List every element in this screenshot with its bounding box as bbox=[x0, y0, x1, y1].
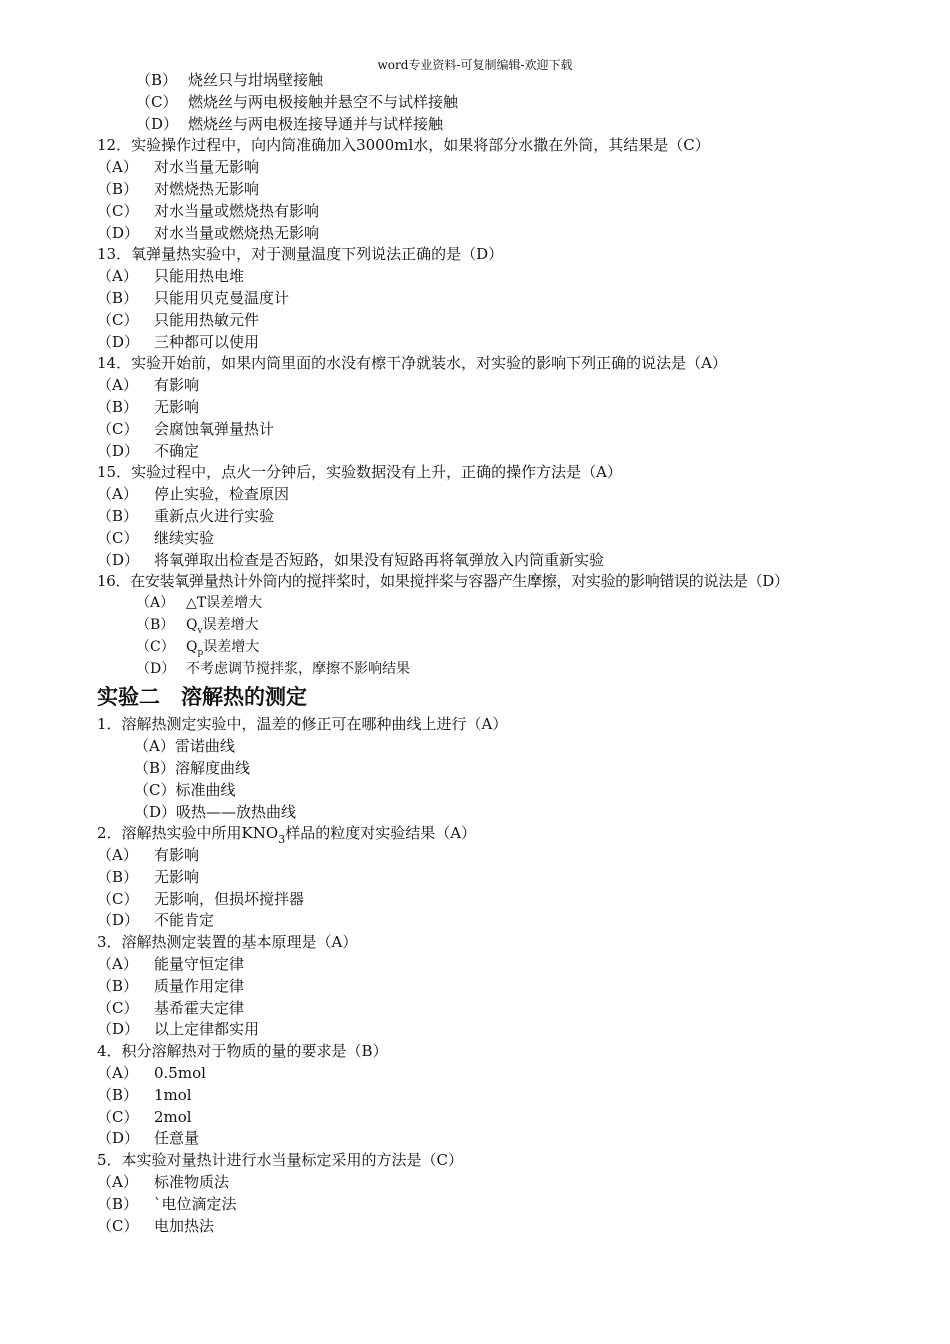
option-line: （A） 0.5mol bbox=[97, 1064, 206, 1083]
option-line: （D） 以上定律都实用 bbox=[97, 1020, 260, 1039]
option-line: （C） $Q_p$误差增大 bbox=[136, 638, 260, 658]
option-line: （B） 烧丝只与坩埚壁接触 bbox=[136, 71, 324, 89]
question-15: 15．实验过程中，点火一分钟后，实验数据没有上升，正确的操作方法是（A） bbox=[97, 463, 622, 482]
option-line: （B） 无影响 bbox=[97, 867, 200, 886]
question-s2-1: 1．溶解热测定实验中，温差的修正可在哪种曲线上进行（A） bbox=[97, 715, 508, 734]
question-13: 13．氧弹量热实验中，对于测量温度下列说法正确的是（D） bbox=[97, 245, 504, 264]
question-s2-4: 4．积分溶解热对于物质的量的要求是（B） bbox=[97, 1042, 388, 1061]
option-line: （D） 不能肯定 bbox=[97, 911, 215, 930]
option-line: （D）吸热——放热曲线 bbox=[134, 802, 297, 821]
option-line: （B） 只能用贝克曼温度计 bbox=[97, 288, 290, 307]
option-line: （B） 对燃烧热无影响 bbox=[97, 179, 260, 198]
option-line: （A） 能量守恒定律 bbox=[97, 955, 245, 974]
option-line: （C） 只能用热敏元件 bbox=[97, 310, 260, 329]
option-line: （A） 对水当量无影响 bbox=[97, 158, 260, 177]
option-line: （C） 对水当量或燃烧热有影响 bbox=[97, 201, 320, 220]
document-body bbox=[0, 70, 950, 1237]
option-line: （B） 质量作用定律 bbox=[97, 976, 245, 995]
option-line: （B） $Q_v$误差增大 bbox=[136, 616, 259, 636]
option-line: （A） △T误差增大 bbox=[136, 595, 263, 612]
option-line: （C） 无影响，但损坏搅拌器 bbox=[97, 889, 305, 908]
option-line: （A） 只能用热电堆 bbox=[97, 267, 245, 286]
option-line: （C） 燃烧丝与两电极接触并悬空不与试样接触 bbox=[136, 92, 459, 111]
option-line: （C） 电加热法 bbox=[97, 1216, 215, 1235]
option-line: （B） 重新点火进行实验 bbox=[97, 506, 275, 525]
option-line: （D） 对水当量或燃烧热无影响 bbox=[97, 223, 320, 242]
page-header: word专业资料-可复制编辑-欢迎下载 bbox=[377, 58, 573, 72]
option-line: （B） `电位滴定法 bbox=[97, 1194, 237, 1213]
question-16: 16．在安装氧弹量热计外筒内的搅拌桨时，如果搅拌桨与容器产生摩擦，对实验的影响错误的说法是（D） bbox=[97, 572, 789, 591]
option-line: （C） 基希霍夫定律 bbox=[97, 998, 245, 1017]
option-line: （B） 无影响 bbox=[97, 397, 200, 416]
option-line: （C） 2mol bbox=[97, 1107, 192, 1126]
option-line: （A） 标准物质法 bbox=[97, 1173, 230, 1192]
option-line: （A） 有影响 bbox=[97, 376, 200, 395]
option-line: （A） 有影响 bbox=[97, 846, 200, 865]
option-line: （B）溶解度曲线 bbox=[134, 758, 251, 777]
option-line: （C） 会腐蚀氧弹量热计 bbox=[97, 419, 275, 438]
section-heading: 实验二 溶解热的测定 bbox=[97, 685, 307, 710]
option-line: （D） 燃烧丝与两电极连接导通并与试样接触 bbox=[136, 114, 444, 133]
option-line: （D） 三种都可以使用 bbox=[97, 332, 260, 351]
option-line: （D） 不考虑调节搅拌浆，摩擦不影响结果 bbox=[136, 660, 410, 677]
option-line: （C）标准曲线 bbox=[134, 780, 236, 799]
option-line: （D） 不确定 bbox=[97, 441, 200, 460]
option-line: （D） 将氧弹取出检查是否短路，如果没有短路再将氧弹放入内筒重新实验 bbox=[97, 550, 605, 569]
question-s2-3: 3．溶解热测定装置的基本原理是（A） bbox=[97, 933, 358, 952]
option-line: （D） 任意量 bbox=[97, 1129, 200, 1148]
question-s2-2: 2．溶解热实验中所用$KNO_3$样品的粒度对实验结果（A） bbox=[97, 824, 477, 847]
question-s2-5: 5．本实验对量热计进行水当量标定采用的方法是（C） bbox=[97, 1151, 464, 1170]
option-line: （C） 继续实验 bbox=[97, 528, 215, 547]
option-line: （A）雷诺曲线 bbox=[134, 737, 235, 756]
question-12: 12．实验操作过程中，向内筒准确加入3000ml水，如果将部分水撒在外筒，其结果是（C） bbox=[97, 136, 710, 155]
option-line: （A） 停止实验，检查原因 bbox=[97, 485, 290, 504]
option-line: （B） 1mol bbox=[97, 1085, 192, 1104]
question-14: 14．实验开始前，如果内筒里面的水没有檫干净就装水，对实验的影响下列正确的说法是（A） bbox=[97, 354, 727, 373]
